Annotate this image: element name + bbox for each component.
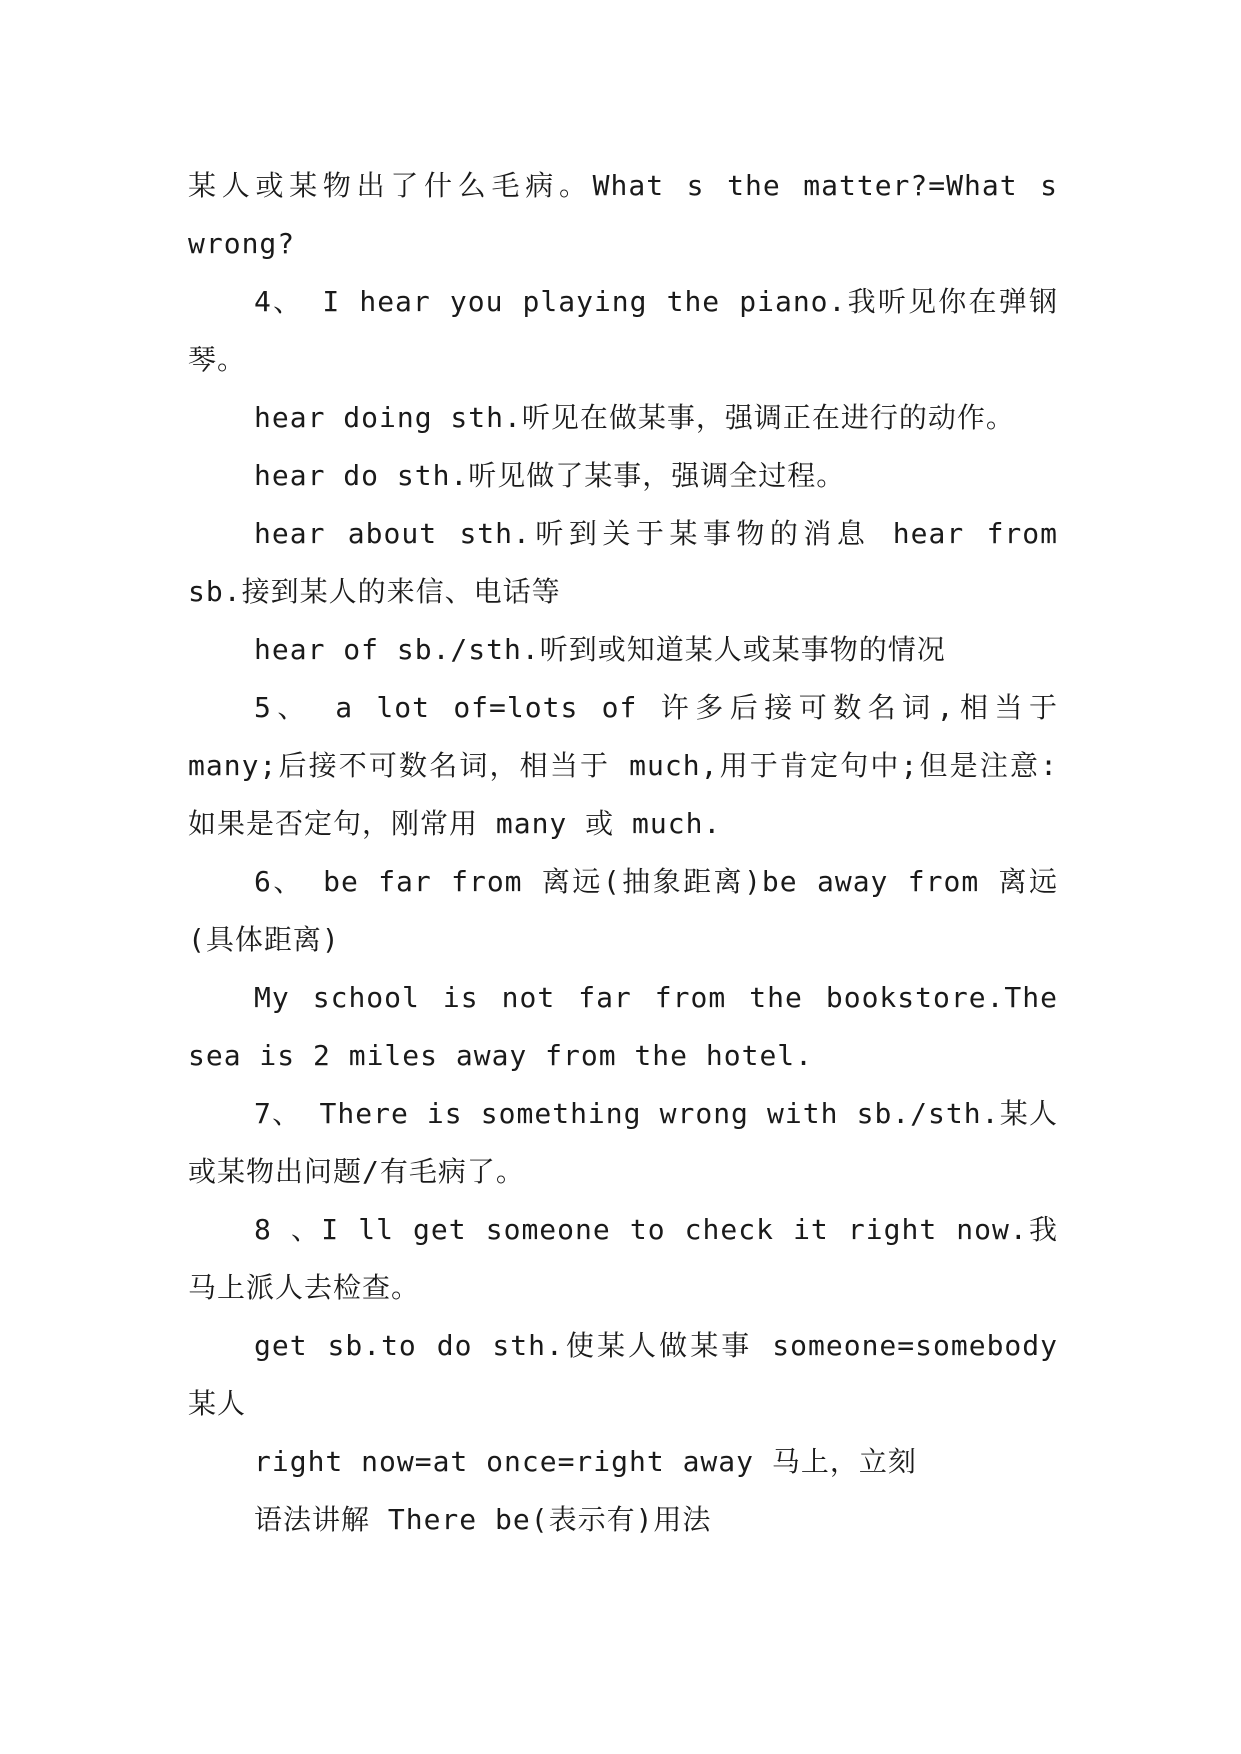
- paragraph-1: 某人或某物出了什么毛病。What s the matter?=What s wrong?: [188, 169, 1058, 260]
- paragraph-6: hear of sb./sth.听到或知道某人或某事物的情况: [254, 633, 946, 666]
- paragraph-8: 6、 be far from 离远(抽象距离)be away from 离远(具体距离): [188, 865, 1058, 956]
- paragraph-4: hear do sth.听见做了某事，强调全过程。: [254, 459, 846, 492]
- paragraph-10: 7、 There is something wrong with sb./sth.某人或某物出问题/有毛病了。: [188, 1097, 1058, 1188]
- paragraph-13: right now=at once=right away 马上，立刻: [254, 1445, 917, 1478]
- paragraph-2: 4、 I hear you playing the piano.我听见你在弹钢琴。: [188, 285, 1058, 376]
- paragraph-11: 8 、I ll get someone to check it right now.我马上派人去检查。: [188, 1213, 1058, 1304]
- paragraph-9: My school is not far from the bookstore.The sea is 2 miles away from the hotel.: [188, 981, 1058, 1072]
- paragraph-5: hear about sth.听到关于某事物的消息 hear from sb.接到某人的来信、电话等: [188, 517, 1058, 608]
- paragraph-7: 5、 a lot of=lots of 许多后接可数名词,相当于 many;后接不可数名词，相当于 much,用于肯定句中;但是注意:如果是否定句，刚常用 many 或 much.: [188, 691, 1058, 840]
- document-body: [188, 157, 1058, 1549]
- paragraph-3: hear doing sth.听见在做某事，强调正在进行的动作。: [254, 401, 1015, 434]
- paragraph-12: get sb.to do sth.使某人做某事 someone=somebody 某人: [188, 1329, 1058, 1420]
- paragraph-14: 语法讲解 There be(表示有)用法: [254, 1503, 712, 1536]
